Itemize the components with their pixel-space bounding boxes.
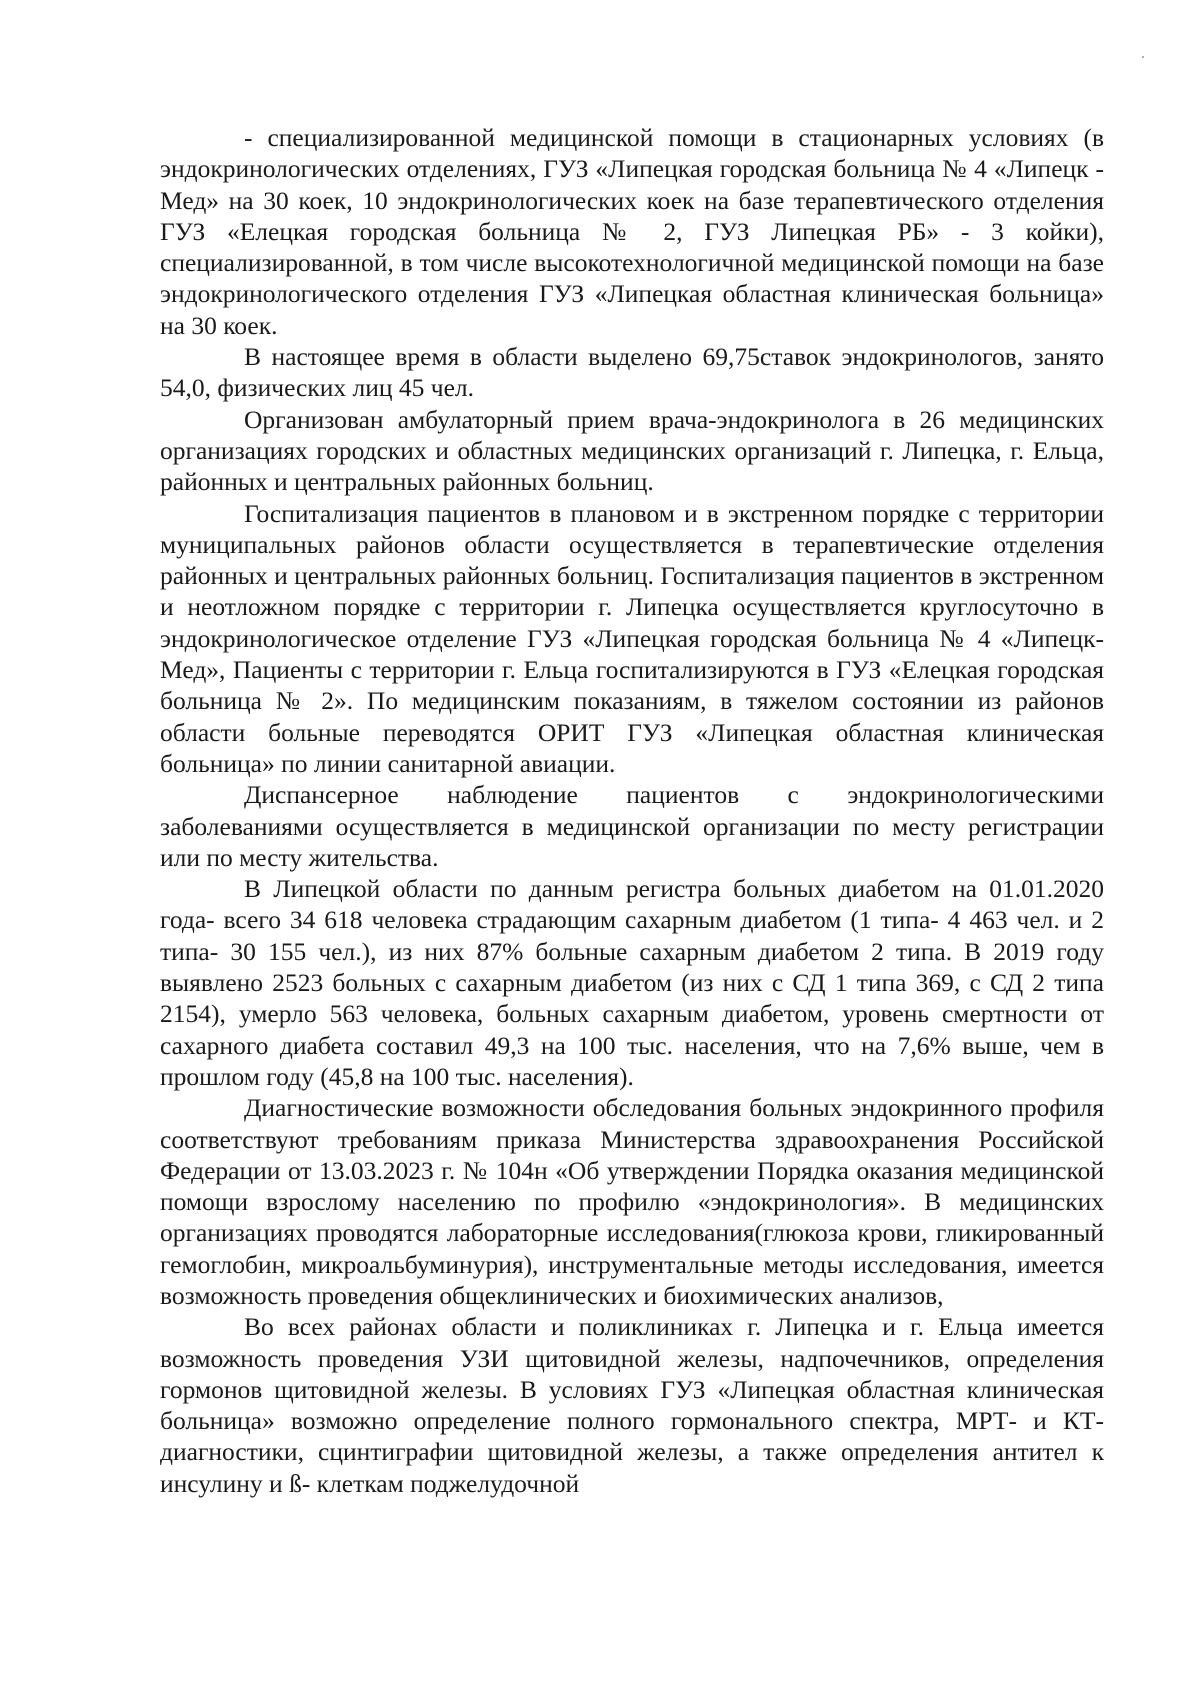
scan-artifact-dot	[1142, 56, 1144, 58]
document-body	[160, 122, 1104, 1499]
paragraph-hospitalization: Госпитализация пациентов в плановом и в экстренном порядке с территории муниципальных районов области осуществляется в терапевтические отделения районных и центральных районных больниц. Госпитализация пациентов в экстренном и неотложном порядке с территории г. Липецка осуществляется круглосуточно в эндокринологическое отделение ГУЗ «Липецкая городская больница № 4 «Липецк-Мед», Пациенты с территории г. Ельца госпитализируются в ГУЗ «Елецкая городская больница № 2». По медицинским показаниям, в тяжелом состоянии из районов области больные переводятся ОРИТ ГУЗ «Липецкая областная клиническая больница» по линии санитарной авиации.	[160, 498, 1104, 778]
paragraph-outpatient-reception: Организован амбулаторный прием врача-эндокринолога в 26 медицинских организациях городских и областных медицинских организаций г. Липецка, г. Ельца, районных и центральных районных больниц.	[160, 404, 1104, 497]
paragraph-endocrinologist-staffing: В настоящее время в области выделено 69,75ставок эндокринологов, занято 54,0, физических лиц 45 чел.	[160, 342, 1104, 403]
paragraph-diabetes-statistics: В Липецкой области по данным регистра больных диабетом на 01.01.2020 года- всего 34 618 человека страдающим сахарным диабетом (1 типа- 4 463 чел. и 2 типа- 30 155 чел.), из них 87% больные сахарным диабетом 2 типа. В 2019 году выявлено 2523 больных с сахарным диабетом (из них с СД 1 типа 369, с СД 2 типа 2154), умерло 563 человека, больных сахарным диабетом, уровень смертности от сахарного диабета составил 49,3 на 100 тыс. населения, что на 7,6% выше, чем в прошлом году (45,8 на 100 тыс. населения).	[160, 874, 1104, 1091]
paragraph-diagnostic-capabilities: Диагностические возможности обследования больных эндокринного профиля соответствуют требованиям приказа Министерства здравоохранения Российской Федерации от 13.03.2023 г. № 104н «Об утверждении Порядка оказания медицинской помощи взрослому населению по профилю «эндокринология». В медицинских организациях проводятся лабораторные исследования(глюкоза крови, гликированный гемоглобин, микроальбуминурия), инструментальные методы исследования, имеется возможность проведения общеклинических и биохимических анализов,	[160, 1093, 1104, 1310]
paragraph-specialized-care: - специализированной медицинской помощи в стационарных условиях (в эндокринологических отделениях, ГУЗ «Липецкая городская больница № 4 «Липецк - Мед» на 30 коек, 10 эндокринологических коек на базе терапевтического отделения ГУЗ «Елецкая городская больница № 2, ГУЗ Липецкая РБ» - 3 койки), специализированной, в том числе высокотехнологичной медицинской помощи на базе эндокринологического отделения ГУЗ «Липецкая областная клиническая больница» на 30 коек.	[160, 123, 1104, 340]
paragraph-diagnostics-by-district: Во всех районах области и поликлиниках г. Липецка и г. Ельца имеется возможность проведения УЗИ щитовидной железы, надпочечников, определения гормонов щитовидной железы. В условиях ГУЗ «Липецкая областная клиническая больница» возможно определение полного гормонального спектра, МРТ- и КТ- диагностики, сцинтиграфии щитовидной железы, а также определения антител к инсулину и ß- клеткам поджелудочной	[160, 1312, 1104, 1498]
paragraph-dispensary-observation: Диспансерное наблюдение пациентов с эндокринологическими заболеваниями осуществляется в медицинской организации по месту регистрации или по месту жительства.	[160, 780, 1104, 872]
